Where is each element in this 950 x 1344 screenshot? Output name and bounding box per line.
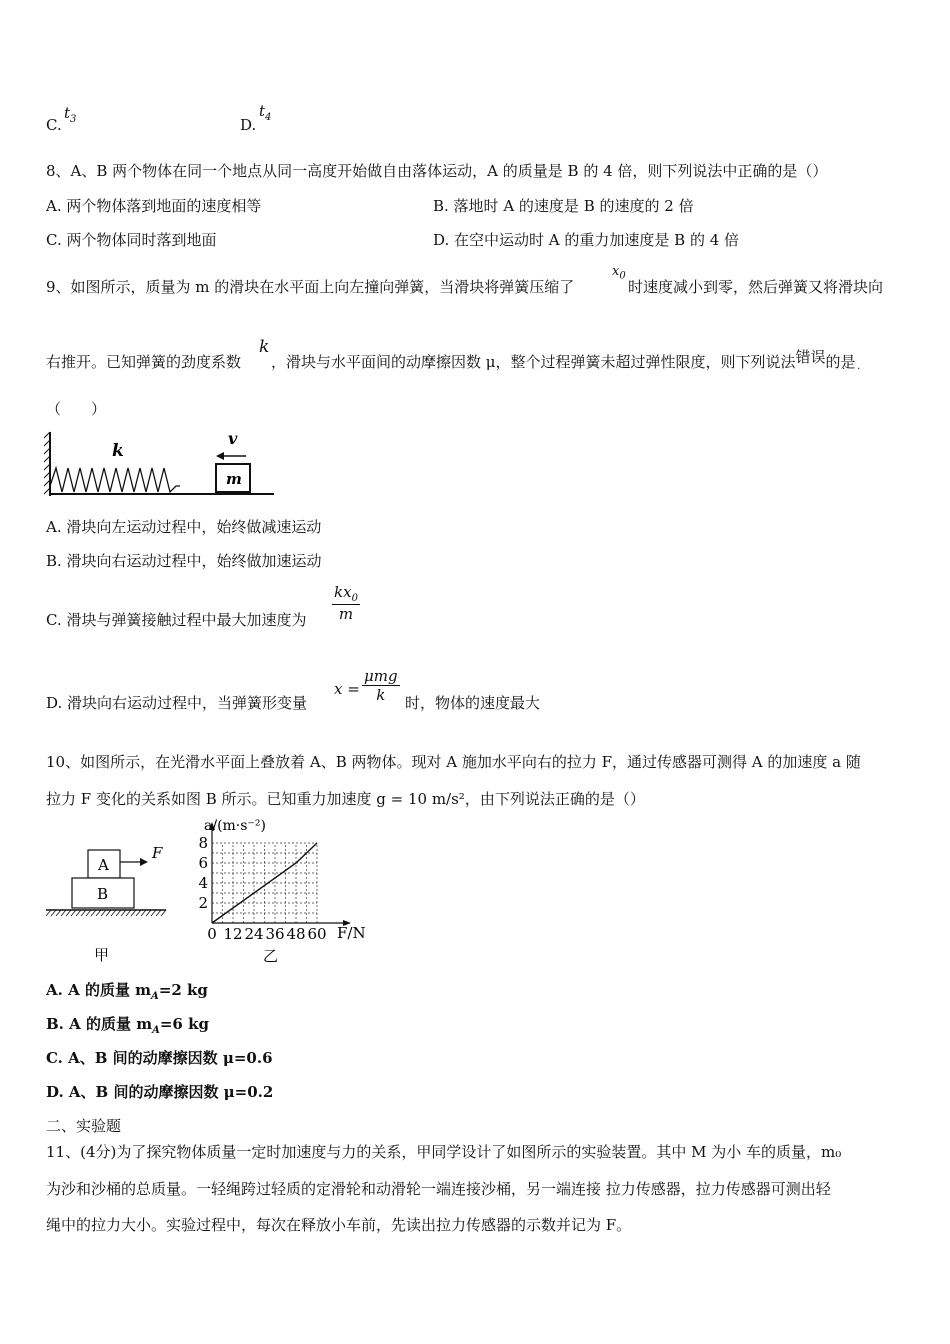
- chart-ticks: [198, 834, 326, 943]
- q9-option-a: A. 滑块向左运动过程中，始终做减速运动: [46, 518, 322, 536]
- spring-k-label: k: [112, 441, 124, 461]
- q10-option-d: D. A、B 间的动摩擦因数 μ=0.2: [46, 1083, 274, 1101]
- block-m-label: m: [226, 470, 242, 488]
- x-symbol: x: [612, 264, 620, 279]
- x-tick-label: 36: [265, 925, 285, 943]
- ground-hatch: [46, 910, 166, 916]
- mass-subscript: A: [152, 1025, 160, 1036]
- velocity-v-label: v: [228, 429, 238, 448]
- fraction-numerator: [332, 583, 360, 605]
- caption-yi: 乙: [263, 947, 279, 965]
- option-value: =6 kg: [159, 1015, 209, 1033]
- force-f-label: F: [152, 844, 163, 862]
- q11-line1: 11、(4分)为了探究物体质量一定时加速度与力的关系，甲同学设计了如图所示的实验装置。其中 M 为小 车的质量，m₀: [46, 1143, 842, 1161]
- x0-symbol: [612, 264, 626, 282]
- x-tick-label: 12: [223, 925, 243, 943]
- q9-line2-part-c: 的是: [825, 353, 856, 371]
- q9-line2-part-a: 右推开。已知弹簧的劲度系数: [46, 353, 242, 371]
- q9-option-c: C. 滑块与弹簧接触过程中最大加速度为: [46, 611, 307, 629]
- force-arrowhead: [140, 858, 148, 866]
- q11-line3: 绳中的拉力大小。实验过程中，每次在释放小车前，先读出拉力传感器的示数并记为 F。: [46, 1216, 632, 1234]
- x-tick-label: 24: [244, 925, 264, 943]
- block-b-label: B: [97, 885, 109, 903]
- q9-option-d-part-b: 时，物体的速度最大: [405, 694, 541, 712]
- q8-option-b: B. 落地时 A 的速度是 B 的速度的 2 倍: [433, 197, 694, 215]
- y-tick-label: 2: [198, 894, 208, 912]
- q9-line2-part-b: ，滑块与水平面间的动摩擦因数 μ，整个过程弹簧未超过弹性限度，则下列说法: [271, 353, 796, 371]
- q8-stem: 8、A、B 两个物体在同一个地点从同一高度开始做自由落体运动，A 的质量是 B 的 4 倍，则下列说法中正确的是（）: [46, 162, 828, 180]
- q9-option-d-part-a: D. 滑块向右运动过程中，当弹簧形变量: [46, 694, 308, 712]
- fraction-numerator: μmg: [364, 667, 398, 685]
- caption-jia: 甲: [94, 946, 110, 964]
- t-subscript: 4: [265, 112, 272, 123]
- q9-option-b: B. 滑块向右运动过程中，始终做加速运动: [46, 552, 322, 570]
- option-d-prev: [240, 116, 256, 134]
- mass-subscript: A: [151, 991, 159, 1002]
- y-tick-label: 8: [198, 834, 208, 852]
- fraction-kx0-over-m: [332, 583, 360, 623]
- numerator-sub: 0: [351, 593, 358, 604]
- t3-symbol: [64, 104, 76, 125]
- q10-line1: 10、如图所示，在光滑水平面上叠放着 A、B 两物体。现对 A 施加水平向右的拉力 F，通过传感器可测得 A 的加速度 a 随: [46, 753, 861, 771]
- q9-answer-paren: （ ）: [46, 400, 107, 418]
- numerator-text: kx: [334, 583, 352, 601]
- a-vs-f-chart: [190, 818, 370, 968]
- y-tick-label: 4: [198, 874, 208, 892]
- section-heading: 二、实验题: [46, 1117, 122, 1135]
- x-tick-label: 0: [207, 925, 217, 943]
- emphasis-word: [795, 348, 826, 371]
- q9-line1: [46, 276, 574, 297]
- chart-y-label: a/(m·s⁻²): [204, 818, 266, 834]
- q8-option-d: D. 在空中运动时 A 的重力加速度是 B 的 4 倍: [433, 231, 740, 249]
- spring: [50, 468, 180, 492]
- fraction-denominator: k: [376, 686, 386, 704]
- q9-line1-part-b: 时速度减小到零，然后弹簧又将滑块向: [628, 278, 884, 296]
- t4-symbol: [259, 102, 271, 123]
- t-subscript: 3: [70, 114, 77, 125]
- emphasis-text: 错误: [795, 348, 826, 366]
- q10-option-b: [46, 1013, 209, 1036]
- fraction-umg-over-k: [362, 667, 400, 704]
- q10-option-c: C. A、B 间的动摩擦因数 μ=0.6: [46, 1049, 273, 1067]
- q8-option-c: C. 两个物体同时落到地面: [46, 231, 217, 249]
- option-label: C.: [46, 116, 62, 134]
- y-tick-label: 6: [198, 854, 208, 872]
- q9-line1-part-a: 9、如图所示，质量为 m 的滑块在水平面上向左撞向弹簧，当滑块将弹簧压缩了: [46, 278, 575, 296]
- option-text: B. A 的质量 m: [46, 1015, 153, 1033]
- stacked-blocks-figure: [44, 838, 170, 966]
- x-tick-label: 60: [307, 925, 327, 943]
- chart-x-label: F/N: [337, 924, 366, 942]
- option-text: A. A 的质量 m: [46, 981, 152, 999]
- q10-option-a: [46, 979, 208, 1002]
- q9-line2: [271, 348, 856, 372]
- q10-line2: 拉力 F 变化的关系如图 B 所示。已知重力加速度 g = 10 m/s²，由下列说法正确的是（）: [46, 790, 645, 808]
- x-tick-label: 48: [286, 925, 306, 943]
- q8-option-a: A. 两个物体落到地面的速度相等: [46, 197, 262, 215]
- k-symbol: k: [259, 337, 270, 357]
- spring-block-figure: [44, 428, 280, 498]
- option-label: D.: [240, 116, 257, 134]
- fraction-denominator: m: [338, 605, 354, 623]
- q11-line2: 为沙和沙桶的总质量。一轻绳跨过轻质的定滑轮和动滑轮一端连接沙桶，另一端连接 拉力传感器，拉力传感器可测出轻: [46, 1180, 831, 1198]
- x-subscript: 0: [619, 270, 626, 282]
- block-a-label: A: [98, 856, 109, 874]
- x-equals: x =: [334, 680, 360, 698]
- option-c-prev: [46, 116, 62, 134]
- velocity-arrowhead: [216, 452, 224, 460]
- t-symbol: t: [64, 104, 71, 122]
- option-value: =2 kg: [158, 981, 208, 999]
- emphasis-dots: ··: [842, 364, 873, 375]
- t-symbol: t: [259, 102, 266, 120]
